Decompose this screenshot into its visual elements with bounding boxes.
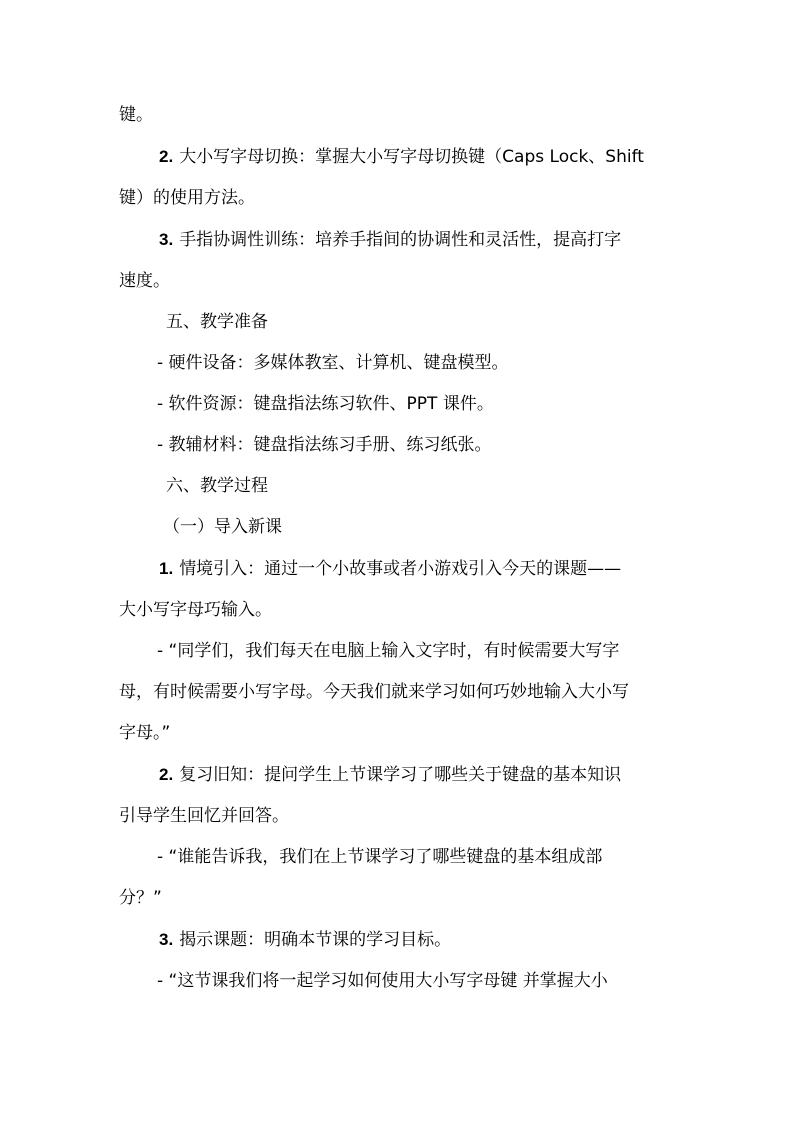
text-line: 母，有时候需要小写字母。今天我们就来学习如何巧妙地输入大小写 — [119, 682, 629, 702]
section-heading: 五、教学准备 — [166, 312, 268, 332]
item-number: 1. — [159, 559, 174, 578]
text-line: 键。 — [119, 105, 153, 125]
numbered-item — [119, 219, 675, 261]
bullet-item: - 教辅材料：键盘指法练习手册、练习纸张。 — [157, 435, 492, 455]
item-number: 2. — [159, 147, 174, 166]
item-text: 情境引入：通过一个小故事或者小游戏引入今天的课题—— — [179, 559, 622, 579]
document-body — [119, 95, 675, 1002]
item-number: 3. — [159, 230, 174, 249]
text-line: 引导学生回忆并回答。 — [119, 806, 289, 826]
text-line: 键）的使用方法。 — [119, 188, 255, 208]
bullet-item: - 硬件设备：多媒体教室、计算机、键盘模型。 — [157, 353, 509, 373]
subsection-heading: （一）导入新课 — [163, 517, 282, 537]
text-line: 字母。” — [119, 723, 171, 743]
item-text: 大小写字母切换：掌握大小写字母切换键（Caps Lock、Shift — [179, 147, 644, 167]
quote-line: - “谁能告诉我，我们在上节课学习了哪些键盘的基本组成部 — [157, 847, 603, 867]
numbered-item — [119, 548, 675, 590]
numbered-item — [119, 136, 675, 178]
item-text: 揭示课题：明确本节课的学习目标。 — [179, 930, 452, 950]
item-text: 复习旧知：提问学生上节课学习了哪些关于键盘的基本知识 — [179, 765, 622, 785]
quote-line: - “同学们，我们每天在电脑上输入文字时，有时候需要大写字 — [157, 641, 620, 661]
numbered-item — [119, 919, 675, 961]
item-number: 3. — [159, 930, 174, 949]
text-line: 大小写字母巧输入。 — [119, 600, 272, 620]
text-line: 分？” — [119, 888, 162, 908]
text-line: 速度。 — [119, 271, 170, 291]
item-number: 2. — [159, 765, 174, 784]
numbered-item — [119, 754, 675, 796]
section-heading: 六、教学过程 — [166, 476, 268, 496]
quote-line: - “这节课我们将一起学习如何使用大小写字母键 并掌握大小 — [157, 971, 608, 991]
item-text: 手指协调性训练：培养手指间的协调性和灵活性，提高打字 — [179, 230, 622, 250]
bullet-item: - 软件资源：键盘指法练习软件、PPT 课件。 — [157, 394, 494, 414]
